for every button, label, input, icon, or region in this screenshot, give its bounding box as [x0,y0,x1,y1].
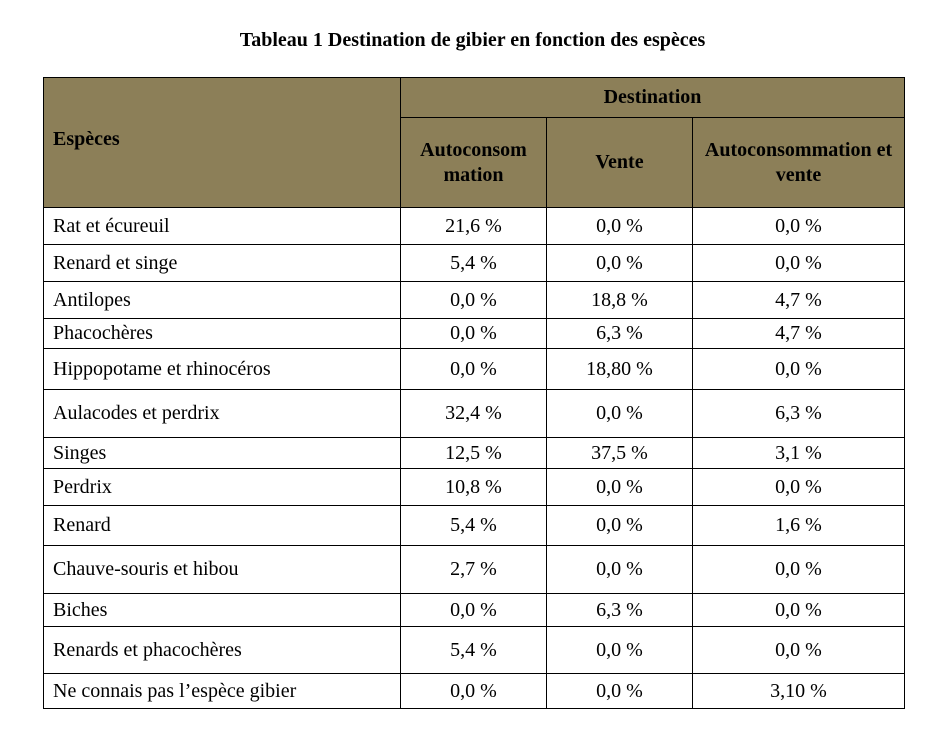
table-row [44,319,905,349]
cell-species: Biches [44,594,401,627]
cell-autoconsommation-et-vente: 0,0 % [693,208,905,245]
cell-autoconsommation-et-vente: 4,7 % [693,282,905,319]
cell-species: Ne connais pas l’espèce gibier [44,674,401,709]
cell-vente: 0,0 % [547,245,693,282]
cell-vente: 18,8 % [547,282,693,319]
table-row [44,349,905,390]
cell-species: Rat et écureuil [44,208,401,245]
cell-species: Hippopotame et rhinocéros [44,349,401,390]
cell-autoconsommation-et-vente: 0,0 % [693,594,905,627]
cell-species: Singes [44,438,401,469]
cell-vente: 0,0 % [547,208,693,245]
cell-autoconsommation: 0,0 % [401,594,547,627]
cell-autoconsommation: 0,0 % [401,282,547,319]
table-row [44,674,905,709]
cell-autoconsommation: 0,0 % [401,674,547,709]
cell-autoconsommation-et-vente: 0,0 % [693,546,905,594]
cell-autoconsommation: 21,6 % [401,208,547,245]
header-autoconsommation: Autoconsom mation [401,118,547,208]
cell-species: Chauve-souris et hibou [44,546,401,594]
header-species: Espèces [44,78,401,208]
table-row [44,469,905,506]
cell-species: Perdrix [44,469,401,506]
header-autoconsommation-et-vente: Autoconsommation et vente [693,118,905,208]
cell-autoconsommation: 10,8 % [401,469,547,506]
cell-autoconsommation: 12,5 % [401,438,547,469]
cell-autoconsommation-et-vente: 0,0 % [693,469,905,506]
table-row [44,282,905,319]
cell-vente: 0,0 % [547,390,693,438]
table-caption: Tableau 1 Destination de gibier en fonction des espèces [239,29,706,51]
table-row [44,594,905,627]
cell-autoconsommation-et-vente: 0,0 % [693,627,905,674]
cell-autoconsommation: 0,0 % [401,349,547,390]
cell-species: Renards et phacochères [44,627,401,674]
cell-vente: 6,3 % [547,594,693,627]
cell-vente: 0,0 % [547,506,693,546]
cell-vente: 0,0 % [547,546,693,594]
cell-autoconsommation-et-vente: 3,1 % [693,438,905,469]
destination-table [43,77,905,709]
header-destination: Destination [401,78,905,118]
cell-species: Antilopes [44,282,401,319]
cell-species: Renard [44,506,401,546]
cell-species: Phacochères [44,319,401,349]
cell-vente: 0,0 % [547,627,693,674]
cell-vente: 6,3 % [547,319,693,349]
cell-species: Renard et singe [44,245,401,282]
table-row [44,438,905,469]
table-row [44,390,905,438]
cell-autoconsommation-et-vente: 6,3 % [693,390,905,438]
cell-autoconsommation-et-vente: 0,0 % [693,245,905,282]
cell-autoconsommation-et-vente: 3,10 % [693,674,905,709]
cell-vente: 37,5 % [547,438,693,469]
cell-autoconsommation: 2,7 % [401,546,547,594]
cell-autoconsommation: 0,0 % [401,319,547,349]
table-row [44,208,905,245]
header-vente: Vente [547,118,693,208]
cell-vente: 0,0 % [547,674,693,709]
cell-autoconsommation: 5,4 % [401,627,547,674]
cell-autoconsommation: 5,4 % [401,245,547,282]
table-row [44,627,905,674]
cell-autoconsommation: 5,4 % [401,506,547,546]
cell-species: Aulacodes et perdrix [44,390,401,438]
cell-vente: 18,80 % [547,349,693,390]
cell-autoconsommation-et-vente: 4,7 % [693,319,905,349]
cell-vente: 0,0 % [547,469,693,506]
table-row [44,546,905,594]
cell-autoconsommation-et-vente: 0,0 % [693,349,905,390]
cell-autoconsommation-et-vente: 1,6 % [693,506,905,546]
cell-autoconsommation: 32,4 % [401,390,547,438]
table-row [44,506,905,546]
table-row [44,245,905,282]
